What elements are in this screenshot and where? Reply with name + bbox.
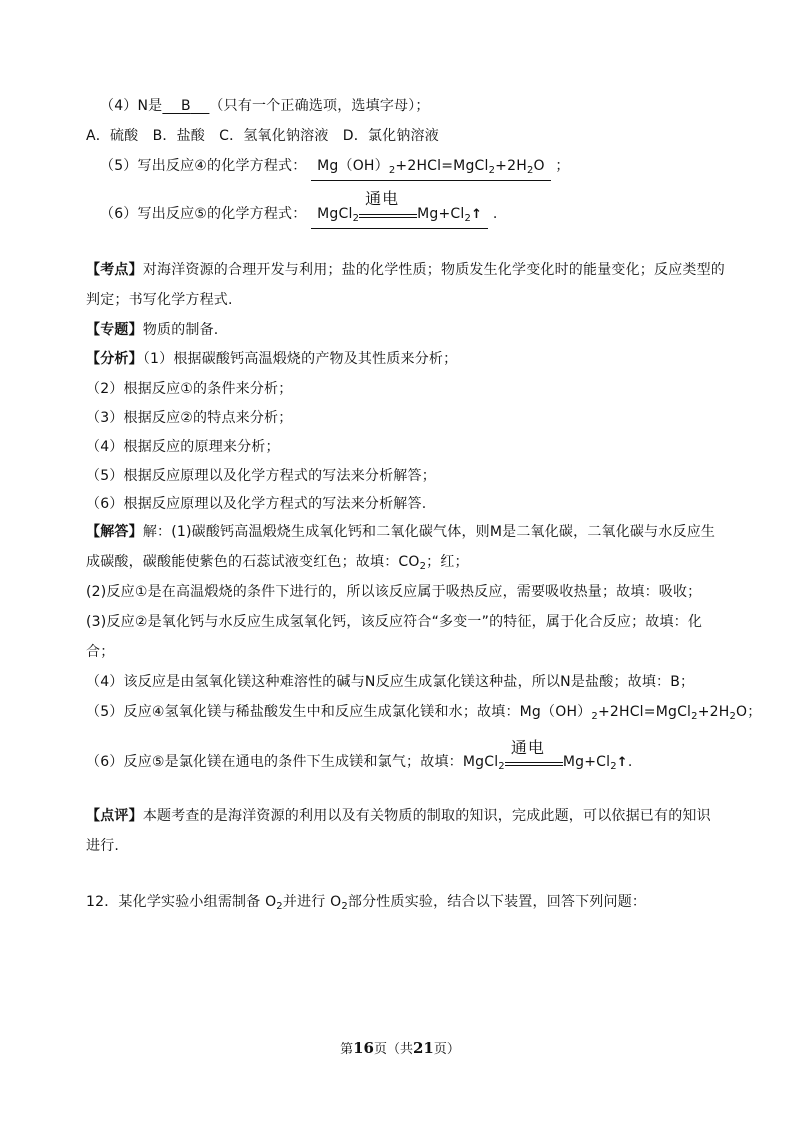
electrolysis-condition: 通电 bbox=[359, 204, 417, 224]
dianping-line-1: 【点评】本题考查的是海洋资源的利用以及有关物质的制取的知识，完成此题，可以依据已有的知识 bbox=[86, 808, 711, 824]
fenxi-item-2: （2）根据反应①的条件来分析； bbox=[86, 381, 293, 397]
question-12: 12．某化学实验小组需制备 $O_2$并进行 $O_2$部分性质实验，结合以下装置，回答下列问题： bbox=[86, 894, 647, 912]
q5-line: （5）写出反应④的化学方程式： $Mg(OH)_2+2HCl=MgCl_2+2H_2O$ ； bbox=[100, 156, 570, 181]
jieda-line-5: 合； bbox=[86, 644, 115, 660]
jieda-line-6: （4）该反应是由氢氧化镁这种难溶性的碱与N反应生成氯化镁这种盐，所以N是盐酸；故填：B； bbox=[86, 674, 695, 690]
electrolysis-condition-2: 通电 bbox=[505, 752, 563, 772]
fenxi-item-4: （4）根据反应的原理来分析； bbox=[86, 439, 280, 455]
q4-answer-blank: B bbox=[181, 98, 191, 114]
fenxi-item-3: （3）根据反应②的特点来分析； bbox=[86, 410, 293, 426]
jieda-line-3: (2)反应①是在高温煅烧的条件下进行的，所以该反应属于吸热反应，需要吸收热量；故填：吸收； bbox=[86, 584, 702, 600]
zhuanti-line: 【专题】物质的制备. bbox=[86, 322, 219, 338]
gas-arrow-icon: ↑ bbox=[616, 755, 628, 770]
jieda-line-2: 成碳酸，碳酸能使紫色的石蕊试液变红色；故填：$CO_2$；红； bbox=[86, 554, 469, 572]
kaodian-line-2: 判定；书写化学方程式. bbox=[86, 292, 233, 308]
jieda-line-8: （6）反应⑤是氯化镁在通电的条件下生成镁和氯气；故填：MgCl$_2$ 通电 $Mg+Cl_2↑$. bbox=[86, 738, 633, 772]
jieda-line-7: （5）反应④氢氧化镁与稀盐酸发生中和反应生成氯化镁和水；故填：$Mg(OH)_2+2HCl=MgCl_2+2H_2O$； bbox=[86, 704, 762, 722]
page-footer: 第16页（共21页） bbox=[340, 1039, 460, 1057]
gas-arrow-icon: ↑ bbox=[471, 207, 483, 222]
q6-line: （6）写出反应⑤的化学方程式： MgCl$_2$ 通电 $Mg+Cl_2↑$ . bbox=[100, 204, 497, 229]
q6-answer-equation: MgCl$_2$ 通电 $Mg+Cl_2↑$ bbox=[311, 204, 488, 229]
q5-answer-equation: $Mg(OH)_2+2HCl=MgCl_2+2H_2O$ bbox=[311, 157, 551, 181]
jieda-line-1: 【解答】解：(1)碳酸钙高温煅烧生成氧化钙和二氧化碳气体，则M是二氧化碳，二氧化碳与水反应生 bbox=[86, 524, 716, 540]
q4-options: A．硫酸 B．盐酸 C．氢氧化钠溶液 D．氯化钠溶液 bbox=[86, 128, 439, 144]
dianping-line-2: 进行. bbox=[86, 838, 120, 854]
fenxi-item-5: （5）根据反应原理以及化学方程式的写法来分析解答； bbox=[86, 468, 436, 484]
jieda-line-4: (3)反应②是氧化钙与水反应生成氢氧化钙，该反应符合“多变一”的特征，属于化合反应；故填：化 bbox=[86, 614, 703, 630]
fenxi-line-1: 【分析】（1）根据碳酸钙高温煅烧的产物及其性质来分析； bbox=[86, 351, 458, 367]
fenxi-item-6: （6）根据反应原理以及化学方程式的写法来分析解答. bbox=[86, 496, 427, 512]
q4-line: （4）N是 B （只有一个正确选项，选填字母）； bbox=[100, 98, 430, 114]
kaodian-line-1: 【考点】对海洋资源的合理开发与利用；盐的化学性质；物质发生化学变化时的能量变化；反应类型的 bbox=[86, 262, 726, 278]
